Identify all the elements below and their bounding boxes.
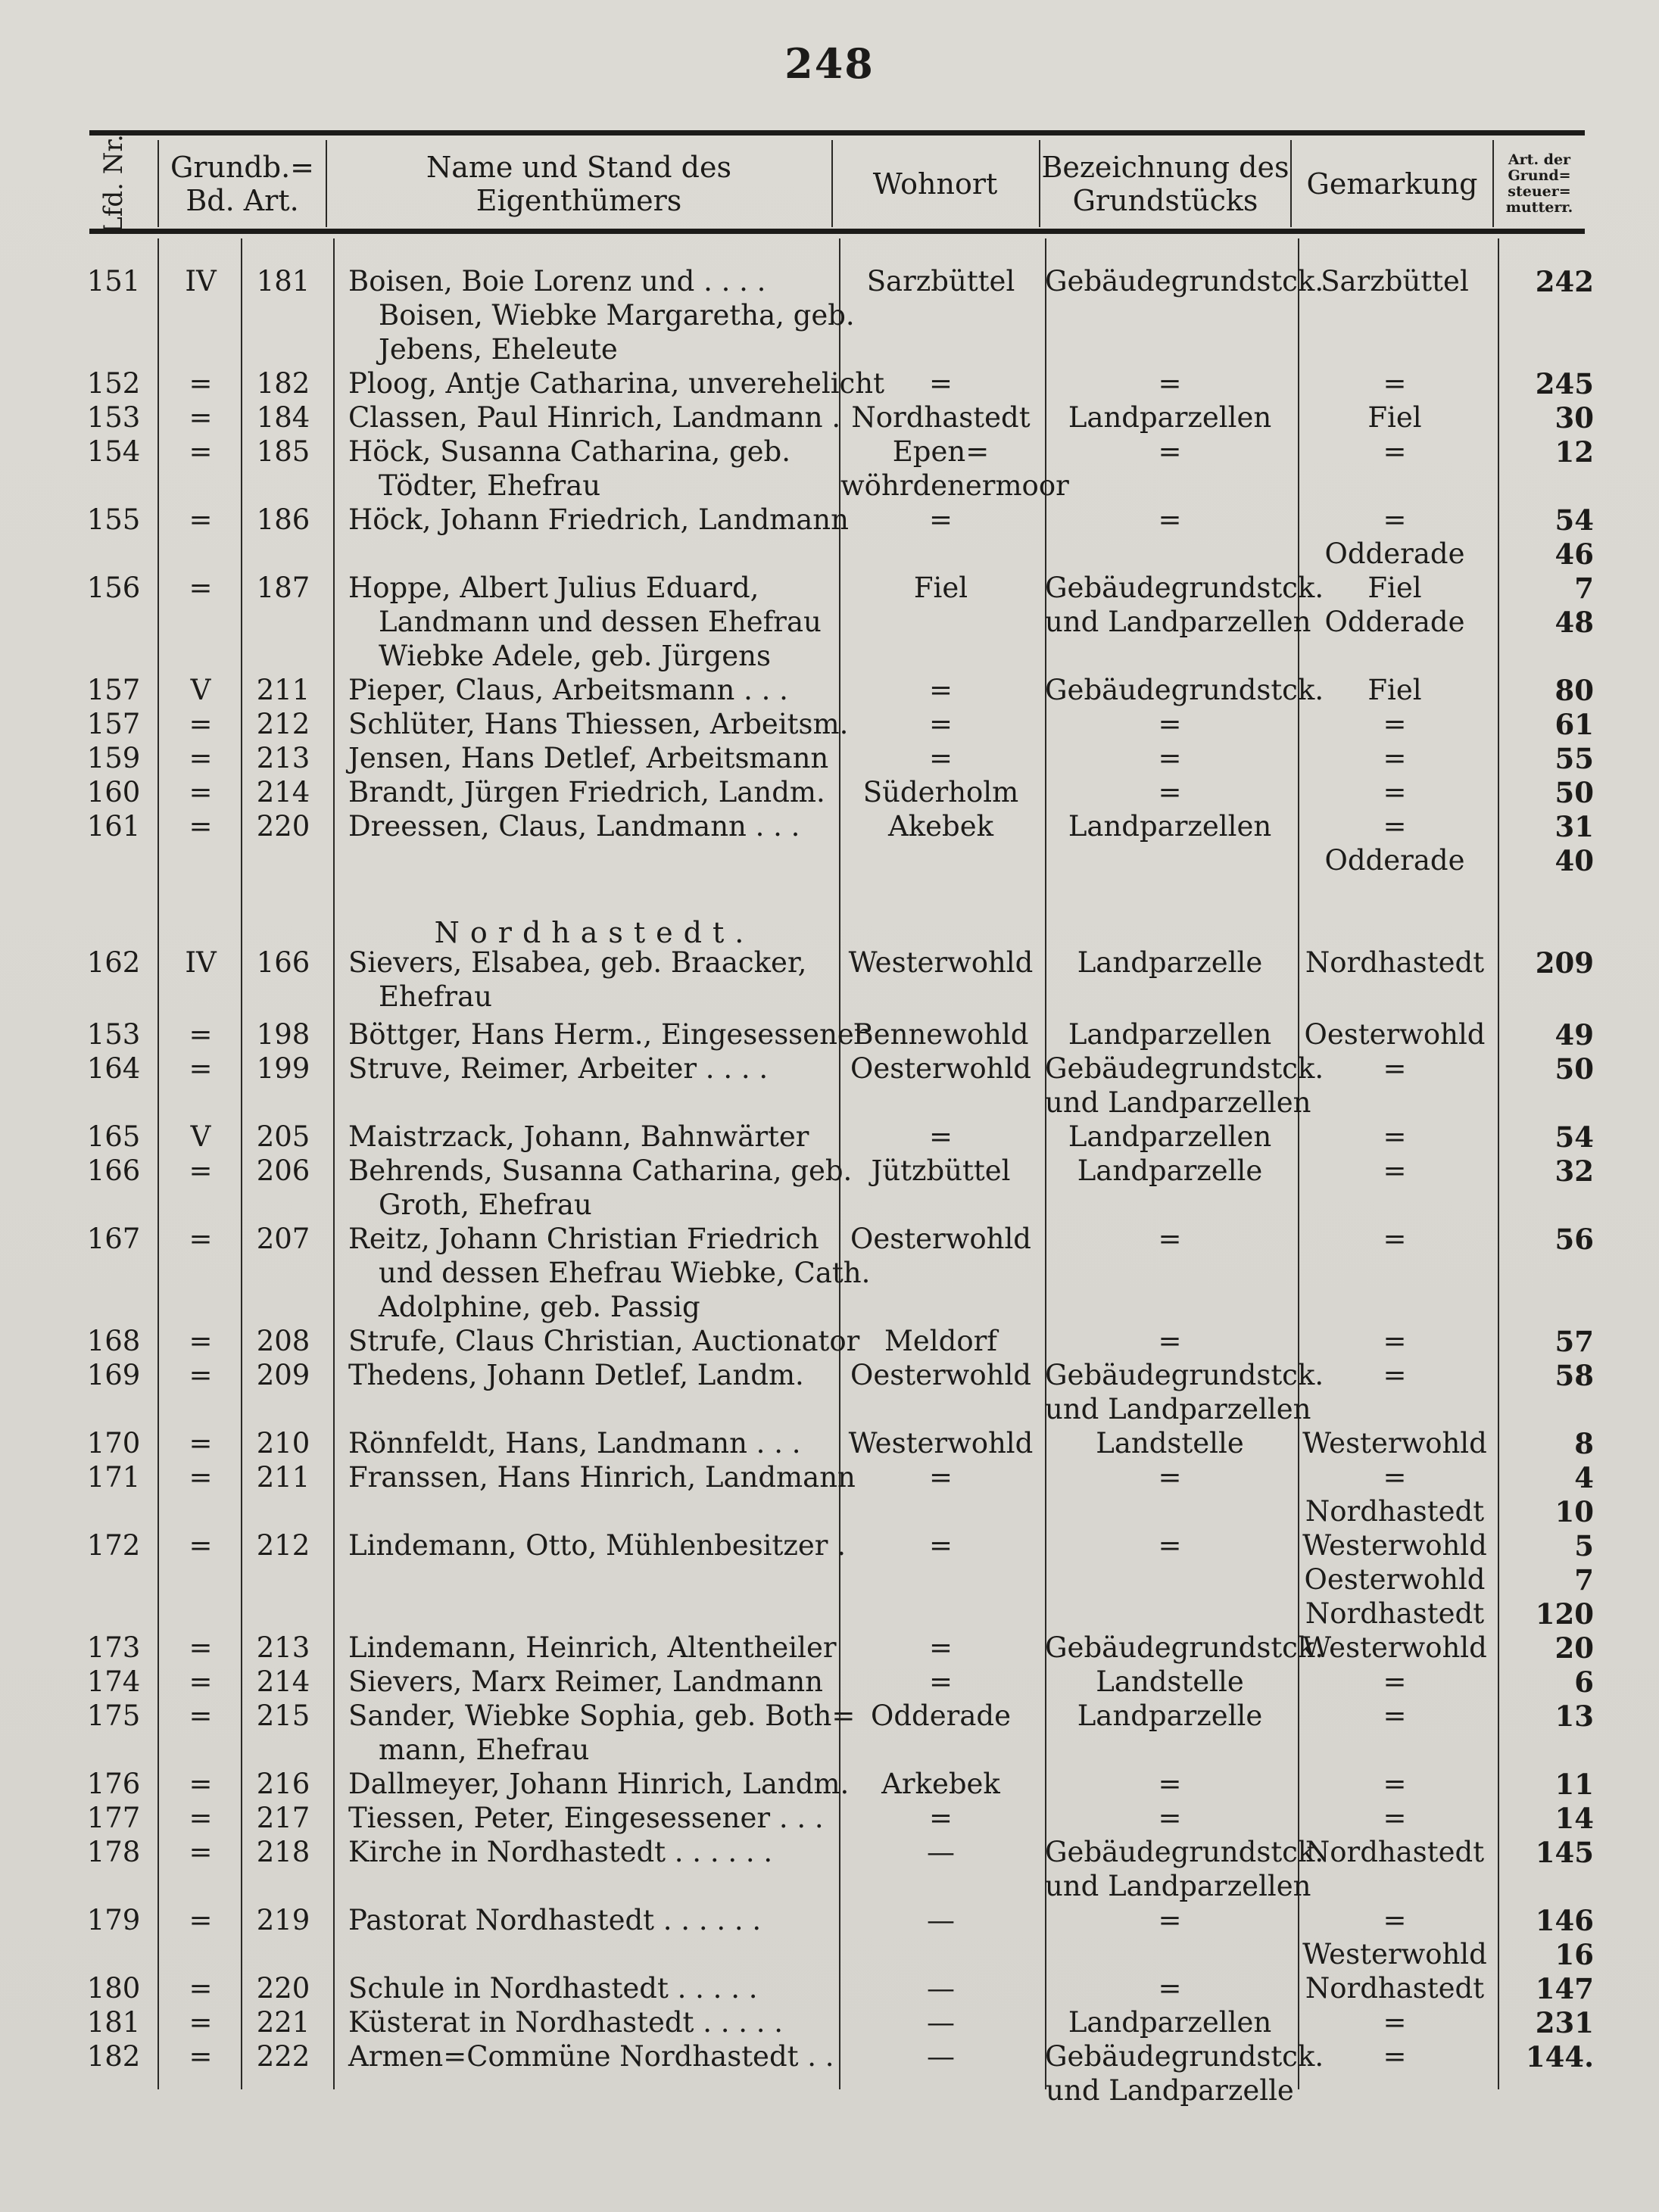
- row-lfd-nr: 162: [86, 946, 141, 979]
- row-bezeichnung: =: [1158, 503, 1182, 536]
- row-artikel: 206: [256, 1154, 310, 1187]
- row-gemarkung: Nordhastedt: [1305, 1597, 1485, 1630]
- row-artikel: 219: [256, 1904, 310, 1936]
- row-bezeichnung: und Landparzelle: [1046, 2074, 1294, 2107]
- row-artikel: 218: [256, 1836, 310, 1868]
- row-gemarkung: Fiel: [1367, 572, 1422, 604]
- row-grundsteuer-art: 50: [1555, 1052, 1594, 1086]
- row-bezeichnung: und Landparzellen: [1045, 1870, 1311, 1902]
- row-wohnort: =: [928, 1529, 953, 1562]
- header-grundbuch: Grundb.= Bd. Art.: [170, 150, 315, 217]
- row-wohnort: wöhrdenermoor: [840, 469, 1069, 502]
- row-owner-name: Sander, Wiebke Sophia, geb. Both=: [348, 1700, 856, 1732]
- row-band: IV: [185, 265, 217, 298]
- row-gemarkung: Westerwohld: [1302, 1938, 1487, 1971]
- row-band: =: [189, 1836, 213, 1868]
- row-grundsteuer-art: 58: [1555, 1359, 1594, 1392]
- row-owner-name: Dreessen, Claus, Landmann . . .: [348, 810, 800, 843]
- row-lfd-nr: 166: [86, 1154, 141, 1187]
- row-grundsteuer-art: 61: [1555, 708, 1594, 741]
- row-lfd-nr: 172: [86, 1529, 141, 1562]
- row-band: =: [189, 367, 213, 400]
- row-lfd-nr: 174: [86, 1665, 141, 1698]
- header-bezeichnung: Bezeichnung des Grundstücks: [1041, 150, 1289, 217]
- row-grundsteuer-art: 120: [1535, 1597, 1594, 1631]
- row-bezeichnung: Landparzellen: [1068, 401, 1272, 434]
- row-band: =: [189, 435, 213, 468]
- row-owner-name: Sievers, Marx Reimer, Landmann: [348, 1665, 823, 1698]
- row-bezeichnung: =: [1158, 1904, 1182, 1936]
- row-artikel: 212: [256, 708, 310, 740]
- row-bezeichnung: =: [1158, 708, 1182, 740]
- row-wohnort: —: [927, 1904, 955, 1936]
- row-artikel: 216: [256, 1768, 310, 1800]
- row-band: =: [189, 776, 213, 808]
- row-artikel: 221: [256, 2006, 310, 2039]
- row-wohnort: Süderholm: [862, 776, 1019, 808]
- row-owner-name: Behrends, Susanna Catharina, geb.: [348, 1154, 853, 1187]
- row-gemarkung: =: [1383, 1461, 1407, 1494]
- row-owner-name: Ehefrau: [379, 980, 493, 1013]
- row-gemarkung: =: [1383, 1052, 1407, 1085]
- row-wohnort: Bennewohld: [853, 1018, 1029, 1051]
- row-bezeichnung: =: [1158, 1768, 1182, 1800]
- row-grundsteuer-art: 11: [1555, 1768, 1594, 1801]
- row-band: =: [189, 1631, 213, 1664]
- row-grundsteuer-art: 8: [1574, 1427, 1594, 1460]
- row-bezeichnung: =: [1158, 776, 1182, 808]
- row-artikel: 214: [256, 1665, 310, 1698]
- row-bezeichnung: Gebäudegrundstck.: [1045, 1631, 1324, 1664]
- row-wohnort: =: [928, 1120, 953, 1153]
- row-artikel: 184: [256, 401, 310, 434]
- row-lfd-nr: 157: [86, 708, 141, 740]
- row-bezeichnung: Gebäudegrundstck.: [1045, 572, 1324, 604]
- row-lfd-nr: 152: [86, 367, 141, 400]
- row-bezeichnung: Gebäudegrundstck.: [1045, 1052, 1324, 1085]
- row-gemarkung: =: [1383, 2006, 1407, 2039]
- row-lfd-nr: 177: [86, 1802, 141, 1834]
- row-wohnort: =: [928, 367, 953, 400]
- row-grundsteuer-art: 12: [1555, 435, 1594, 469]
- row-artikel: 181: [256, 265, 310, 298]
- row-owner-name: Boisen, Boie Lorenz und . . . .: [348, 265, 766, 298]
- row-wohnort: —: [927, 2040, 955, 2073]
- row-bezeichnung: =: [1158, 435, 1182, 468]
- row-band: =: [189, 1154, 213, 1187]
- row-lfd-nr: 176: [86, 1768, 141, 1800]
- row-owner-name: Böttger, Hans Herm., Eingesessener: [348, 1018, 868, 1051]
- row-bezeichnung: Landstelle: [1096, 1665, 1244, 1698]
- row-gemarkung: =: [1383, 1154, 1407, 1187]
- row-gemarkung: Westerwohld: [1302, 1529, 1487, 1562]
- page-number: 248: [784, 39, 875, 88]
- row-owner-name: Höck, Johann Friedrich, Landmann: [348, 503, 849, 536]
- row-artikel: 214: [256, 776, 310, 808]
- row-bezeichnung: und Landparzellen: [1045, 1393, 1311, 1425]
- row-bezeichnung: Gebäudegrundstck.: [1045, 1836, 1324, 1868]
- row-grundsteuer-art: 54: [1555, 1120, 1594, 1154]
- row-band: =: [189, 1052, 213, 1085]
- row-artikel: 199: [256, 1052, 310, 1085]
- row-gemarkung: =: [1383, 503, 1407, 536]
- row-wohnort: =: [928, 674, 953, 706]
- row-artikel: 166: [256, 946, 310, 979]
- row-lfd-nr: 170: [86, 1427, 141, 1460]
- row-artikel: 205: [256, 1120, 310, 1153]
- row-grundsteuer-art: 147: [1535, 1972, 1594, 2005]
- row-lfd-nr: 153: [86, 401, 141, 434]
- row-bezeichnung: =: [1158, 1802, 1182, 1834]
- row-bezeichnung: und Landparzellen: [1045, 1086, 1311, 1119]
- row-lfd-nr: 169: [86, 1359, 141, 1391]
- row-owner-name: Struve, Reimer, Arbeiter . . . .: [348, 1052, 769, 1085]
- row-gemarkung: =: [1383, 1665, 1407, 1698]
- header-art-grundsteuer: Art. der Grund= steuer= mutterr.: [1505, 151, 1573, 216]
- row-wohnort: =: [928, 708, 953, 740]
- row-grundsteuer-art: 6: [1574, 1665, 1594, 1699]
- row-owner-name: Küsterat in Nordhastedt . . . . .: [348, 2006, 784, 2039]
- row-owner-name: Brandt, Jürgen Friedrich, Landm.: [348, 776, 825, 808]
- row-gemarkung: Nordhastedt: [1305, 1495, 1485, 1528]
- row-bezeichnung: Gebäudegrundstck.: [1045, 1359, 1324, 1391]
- row-gemarkung: =: [1383, 1700, 1407, 1732]
- row-wohnort: Meldorf: [884, 1325, 997, 1357]
- row-bezeichnung: =: [1158, 1223, 1182, 1255]
- row-lfd-nr: 151: [86, 265, 141, 298]
- row-owner-name: Wiebke Adele, geb. Jürgens: [379, 640, 771, 672]
- row-bezeichnung: =: [1158, 1325, 1182, 1357]
- row-artikel: 186: [256, 503, 310, 536]
- row-band: =: [189, 708, 213, 740]
- row-owner-name: Landmann und dessen Ehefrau: [379, 606, 822, 638]
- row-artikel: 210: [256, 1427, 310, 1460]
- row-owner-name: Armen=Commüne Nordhastedt . .: [348, 2040, 834, 2073]
- row-owner-name: Rönnfeldt, Hans, Landmann . . .: [348, 1427, 801, 1460]
- row-lfd-nr: 182: [86, 2040, 141, 2073]
- row-grundsteuer-art: 146: [1535, 1904, 1594, 1937]
- row-owner-name: und dessen Ehefrau Wiebke, Cath.: [379, 1257, 871, 1289]
- row-owner-name: Jensen, Hans Detlef, Arbeitsmann: [348, 742, 829, 774]
- row-grundsteuer-art: 80: [1555, 674, 1594, 707]
- row-grundsteuer-art: 48: [1555, 606, 1594, 639]
- row-grundsteuer-art: 56: [1555, 1223, 1594, 1256]
- row-grundsteuer-art: 30: [1555, 401, 1594, 435]
- row-band: =: [189, 1529, 213, 1562]
- row-artikel: 215: [256, 1700, 310, 1732]
- row-gemarkung: Westerwohld: [1302, 1631, 1487, 1664]
- row-wohnort: Sarzbüttel: [866, 265, 1015, 298]
- row-gemarkung: =: [1383, 1359, 1407, 1391]
- row-bezeichnung: Landparzelle: [1077, 946, 1263, 979]
- row-band: =: [189, 2040, 213, 2073]
- row-lfd-nr: 175: [86, 1700, 141, 1732]
- row-grundsteuer-art: 7: [1574, 1563, 1594, 1597]
- row-owner-name: Thedens, Johann Detlef, Landm.: [348, 1359, 804, 1391]
- row-owner-name: mann, Ehefrau: [379, 1734, 590, 1766]
- row-lfd-nr: 160: [86, 776, 141, 808]
- row-artikel: 209: [256, 1359, 310, 1391]
- row-lfd-nr: 167: [86, 1223, 141, 1255]
- row-lfd-nr: 164: [86, 1052, 141, 1085]
- row-band: =: [189, 503, 213, 536]
- row-wohnort: Oesterwohld: [850, 1359, 1031, 1391]
- row-artikel: 220: [256, 810, 310, 843]
- row-band: =: [189, 572, 213, 604]
- row-band: =: [189, 401, 213, 434]
- row-band: =: [189, 1461, 213, 1494]
- row-owner-name: Strufe, Claus Christian, Auctionator: [348, 1325, 860, 1357]
- row-bezeichnung: Landparzelle: [1077, 1700, 1263, 1732]
- row-owner-name: Schlüter, Hans Thiessen, Arbeitsm.: [348, 708, 849, 740]
- row-wohnort: =: [928, 1461, 953, 1494]
- row-gemarkung: =: [1383, 435, 1407, 468]
- row-band: =: [189, 1325, 213, 1357]
- row-gemarkung: Nordhastedt: [1305, 946, 1485, 979]
- section-title: Nordhastedt.: [434, 916, 755, 949]
- row-owner-name: Höck, Susanna Catharina, geb.: [348, 435, 791, 468]
- header-name: Name und Stand des Eigenthümers: [426, 150, 731, 217]
- row-owner-name: Maistrzack, Johann, Bahnwärter: [348, 1120, 809, 1153]
- row-wohnort: Odderade: [871, 1700, 1011, 1732]
- row-artikel: 198: [256, 1018, 310, 1051]
- row-owner-name: Dallmeyer, Johann Hinrich, Landm.: [348, 1768, 850, 1800]
- row-grundsteuer-art: 54: [1555, 503, 1594, 537]
- row-gemarkung: Odderade: [1324, 844, 1465, 877]
- row-gemarkung: =: [1383, 708, 1407, 740]
- row-wohnort: Jützbüttel: [871, 1154, 1011, 1187]
- row-bezeichnung: =: [1158, 1972, 1182, 2005]
- row-bezeichnung: Landparzellen: [1068, 1120, 1272, 1153]
- row-lfd-nr: 165: [86, 1120, 141, 1153]
- row-owner-name: Schule in Nordhastedt . . . . .: [348, 1972, 758, 2005]
- row-bezeichnung: Landparzelle: [1077, 1154, 1263, 1187]
- row-artikel: 222: [256, 2040, 310, 2073]
- row-lfd-nr: 153: [86, 1018, 141, 1051]
- row-lfd-nr: 161: [86, 810, 141, 843]
- row-artikel: 185: [256, 435, 310, 468]
- row-artikel: 217: [256, 1802, 310, 1834]
- row-wohnort: Arkebek: [881, 1768, 1000, 1800]
- row-gemarkung: Oesterwohld: [1304, 1018, 1486, 1051]
- row-owner-name: Pieper, Claus, Arbeitsmann . . .: [348, 674, 788, 706]
- row-gemarkung: =: [1383, 1904, 1407, 1936]
- row-wohnort: Fiel: [913, 572, 968, 604]
- row-owner-name: Franssen, Hans Hinrich, Landmann: [348, 1461, 856, 1494]
- row-grundsteuer-art: 144.: [1525, 2040, 1594, 2073]
- row-band: =: [189, 1802, 213, 1834]
- row-lfd-nr: 173: [86, 1631, 141, 1664]
- row-bezeichnung: Landstelle: [1096, 1427, 1244, 1460]
- row-grundsteuer-art: 10: [1555, 1495, 1594, 1528]
- row-artikel: 220: [256, 1972, 310, 2005]
- row-owner-name: Pastorat Nordhastedt . . . . . .: [348, 1904, 762, 1936]
- row-gemarkung: Fiel: [1367, 674, 1422, 706]
- row-wohnort: =: [928, 503, 953, 536]
- row-band: IV: [185, 946, 217, 979]
- row-wohnort: —: [927, 2006, 955, 2039]
- row-wohnort: Oesterwohld: [850, 1223, 1031, 1255]
- row-lfd-nr: 157: [86, 674, 141, 706]
- row-lfd-nr: 168: [86, 1325, 141, 1357]
- row-grundsteuer-art: 7: [1574, 572, 1594, 605]
- row-band: =: [189, 1665, 213, 1698]
- row-band: =: [189, 1768, 213, 1800]
- row-artikel: 213: [256, 1631, 310, 1664]
- row-gemarkung: =: [1383, 1325, 1407, 1357]
- row-grundsteuer-art: 209: [1535, 946, 1594, 980]
- row-owner-name: Jebens, Eheleute: [379, 333, 618, 366]
- row-wohnort: Akebek: [887, 810, 994, 843]
- row-band: =: [189, 1904, 213, 1936]
- row-band: =: [189, 1018, 213, 1051]
- row-grundsteuer-art: 50: [1555, 776, 1594, 809]
- row-grundsteuer-art: 32: [1555, 1154, 1594, 1188]
- row-grundsteuer-art: 31: [1555, 810, 1594, 843]
- row-gemarkung: Nordhastedt: [1305, 1972, 1485, 2005]
- row-bezeichnung: Landparzellen: [1068, 1018, 1272, 1051]
- row-bezeichnung: =: [1158, 367, 1182, 400]
- row-artikel: 207: [256, 1223, 310, 1255]
- row-gemarkung: Odderade: [1324, 537, 1465, 570]
- row-owner-name: Lindemann, Heinrich, Altentheiler: [348, 1631, 837, 1664]
- row-band: =: [189, 1427, 213, 1460]
- row-bezeichnung: Landparzellen: [1068, 2006, 1272, 2039]
- row-owner-name: Tiessen, Peter, Eingesessener . . .: [348, 1802, 824, 1834]
- row-owner-name: Ploog, Antje Catharina, unverehelicht: [348, 367, 884, 400]
- row-bezeichnung: und Landparzellen: [1045, 606, 1311, 638]
- row-grundsteuer-art: 145: [1535, 1836, 1594, 1869]
- row-bezeichnung: =: [1158, 742, 1182, 774]
- row-band: =: [189, 2006, 213, 2039]
- row-wohnort: Epen=: [892, 435, 990, 468]
- row-owner-name: Tödter, Ehefrau: [379, 469, 601, 502]
- row-gemarkung: =: [1383, 776, 1407, 808]
- row-gemarkung: Nordhastedt: [1305, 1836, 1485, 1868]
- row-artikel: 208: [256, 1325, 310, 1357]
- row-lfd-nr: 178: [86, 1836, 141, 1868]
- row-band: V: [190, 674, 211, 706]
- row-owner-name: Lindemann, Otto, Mühlenbesitzer .: [348, 1529, 846, 1562]
- row-lfd-nr: 180: [86, 1972, 141, 2005]
- row-wohnort: Oesterwohld: [850, 1052, 1031, 1085]
- row-wohnort: —: [927, 1836, 955, 1868]
- row-gemarkung: =: [1383, 1223, 1407, 1255]
- row-bezeichnung: Gebäudegrundstck.: [1045, 265, 1324, 298]
- row-artikel: 187: [256, 572, 310, 604]
- row-artikel: 212: [256, 1529, 310, 1562]
- row-lfd-nr: 156: [86, 572, 141, 604]
- row-owner-name: Reitz, Johann Christian Friedrich: [348, 1223, 819, 1255]
- row-lfd-nr: 154: [86, 435, 141, 468]
- row-wohnort: =: [928, 1631, 953, 1664]
- row-wohnort: Westerwohld: [848, 946, 1034, 979]
- row-gemarkung: Westerwohld: [1302, 1427, 1487, 1460]
- row-grundsteuer-art: 242: [1535, 265, 1594, 298]
- row-owner-name: Hoppe, Albert Julius Eduard,: [348, 572, 759, 604]
- row-wohnort: Nordhastedt: [851, 401, 1031, 434]
- row-band: =: [189, 1972, 213, 2005]
- row-lfd-nr: 159: [86, 742, 141, 774]
- row-wohnort: =: [928, 742, 953, 774]
- row-gemarkung: =: [1383, 2040, 1407, 2073]
- row-artikel: 211: [256, 1461, 310, 1494]
- row-owner-name: Boisen, Wiebke Margaretha, geb.: [379, 299, 855, 332]
- row-band: =: [189, 1700, 213, 1732]
- row-band: =: [189, 1359, 213, 1391]
- row-band: =: [189, 1223, 213, 1255]
- row-bezeichnung: Gebäudegrundstck.: [1045, 2040, 1324, 2073]
- row-grundsteuer-art: 49: [1555, 1018, 1594, 1051]
- row-gemarkung: =: [1383, 810, 1407, 843]
- row-owner-name: Classen, Paul Hinrich, Landmann .: [348, 401, 841, 434]
- row-grundsteuer-art: 16: [1555, 1938, 1594, 1971]
- row-gemarkung: =: [1383, 1802, 1407, 1834]
- row-grundsteuer-art: 14: [1555, 1802, 1594, 1835]
- row-owner-name: Sievers, Elsabea, geb. Braacker,: [348, 946, 807, 979]
- row-grundsteuer-art: 40: [1555, 844, 1594, 877]
- row-grundsteuer-art: 46: [1555, 537, 1594, 571]
- row-band: V: [190, 1120, 211, 1153]
- row-grundsteuer-art: 5: [1574, 1529, 1594, 1562]
- row-gemarkung: Fiel: [1367, 401, 1422, 434]
- row-gemarkung: =: [1383, 1120, 1407, 1153]
- row-gemarkung: =: [1383, 742, 1407, 774]
- row-lfd-nr: 155: [86, 503, 141, 536]
- row-artikel: 182: [256, 367, 310, 400]
- header-wohnort: Wohnort: [872, 167, 998, 201]
- header-lfd: Lfd. Nr.: [98, 133, 129, 234]
- row-grundsteuer-art: 4: [1574, 1461, 1594, 1494]
- row-wohnort: =: [928, 1802, 953, 1834]
- row-lfd-nr: 181: [86, 2006, 141, 2039]
- row-lfd-nr: 171: [86, 1461, 141, 1494]
- row-grundsteuer-art: 245: [1535, 367, 1594, 400]
- row-wohnort: Westerwohld: [848, 1427, 1034, 1460]
- row-wohnort: —: [927, 1972, 955, 2005]
- row-owner-name: Adolphine, geb. Passig: [379, 1291, 700, 1323]
- row-grundsteuer-art: 55: [1555, 742, 1594, 775]
- row-bezeichnung: =: [1158, 1529, 1182, 1562]
- row-owner-name: Groth, Ehefrau: [379, 1189, 592, 1221]
- row-grundsteuer-art: 20: [1555, 1631, 1594, 1665]
- row-gemarkung: =: [1383, 1768, 1407, 1800]
- row-artikel: 211: [256, 674, 310, 706]
- row-band: =: [189, 810, 213, 843]
- row-bezeichnung: Landparzellen: [1068, 810, 1272, 843]
- row-bezeichnung: Gebäudegrundstck.: [1045, 674, 1324, 706]
- row-lfd-nr: 179: [86, 1904, 141, 1936]
- row-wohnort: =: [928, 1665, 953, 1698]
- row-grundsteuer-art: 231: [1535, 2006, 1594, 2039]
- row-gemarkung: Sarzbüttel: [1321, 265, 1469, 298]
- row-band: =: [189, 742, 213, 774]
- row-gemarkung: Oesterwohld: [1304, 1563, 1486, 1596]
- row-artikel: 213: [256, 742, 310, 774]
- header-gemarkung: Gemarkung: [1306, 167, 1478, 201]
- row-bezeichnung: =: [1158, 1461, 1182, 1494]
- row-gemarkung: =: [1383, 367, 1407, 400]
- row-owner-name: Kirche in Nordhastedt . . . . . .: [348, 1836, 773, 1868]
- row-grundsteuer-art: 13: [1555, 1700, 1594, 1733]
- row-gemarkung: Odderade: [1324, 606, 1465, 638]
- row-grundsteuer-art: 57: [1555, 1325, 1594, 1358]
